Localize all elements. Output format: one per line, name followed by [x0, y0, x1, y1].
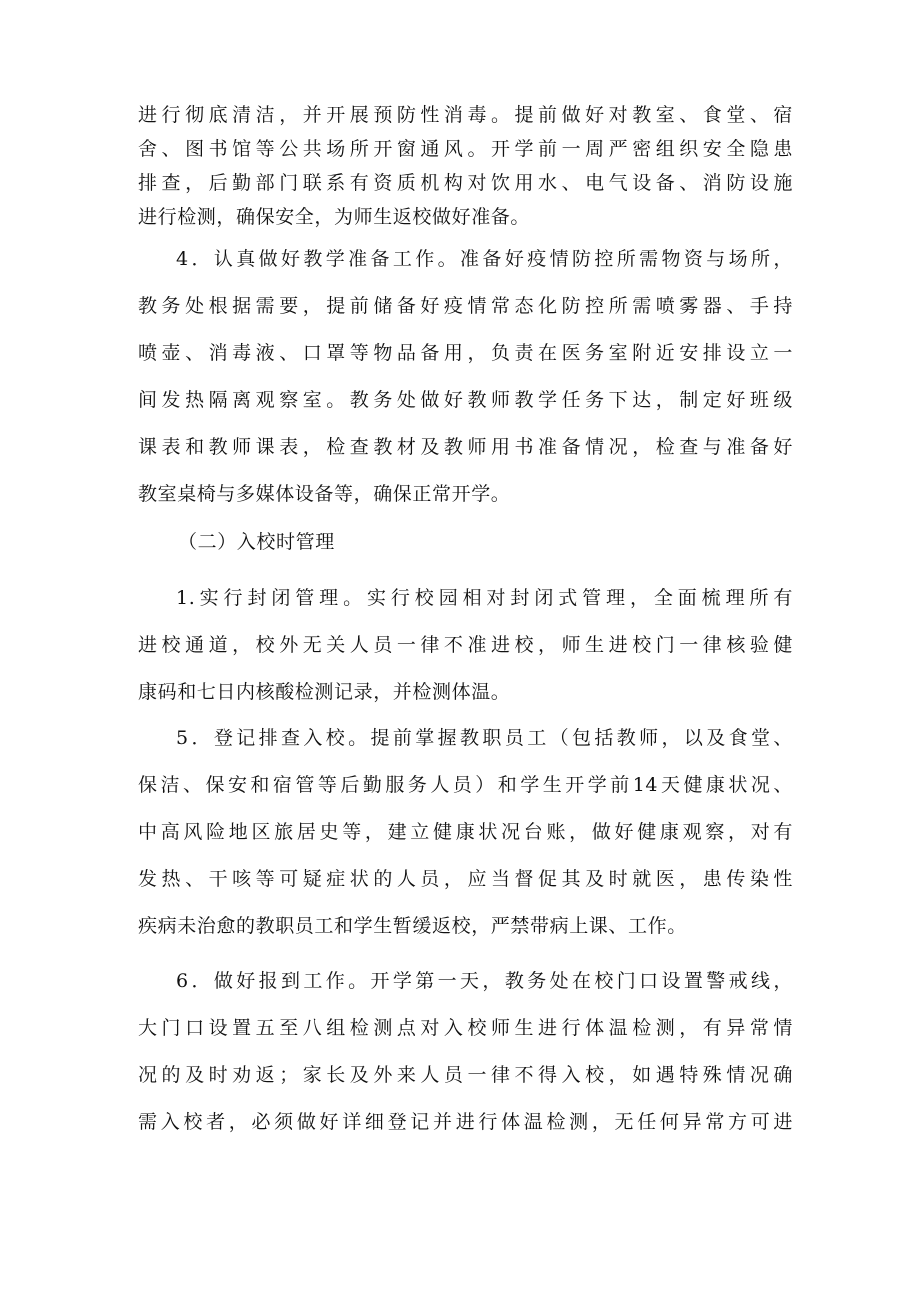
paragraph-continuation: [138, 98, 793, 234]
text-line: 1.实行封闭管理。实行校园相对封闭式管理，全面梳理所有: [176, 587, 793, 609]
text-line: 况的及时劝返；家长及外来人员一律不得入校，如遇特殊情况确: [138, 1064, 793, 1086]
text-line: 疾病未治愈的教职员工和学生暂缓返校，严禁带病上课、工作。: [138, 915, 687, 937]
text-line: 大门口设置五至八组检测点对入校师生进行体温检测，有异常情: [138, 1017, 793, 1039]
text-line: 教室桌椅与多媒体设备等，确保正常开学。: [138, 483, 511, 505]
paragraph-item-5: [138, 715, 793, 950]
text-line: 5．登记排查入校。提前掌握教职员工（包括教师，以及食堂、: [176, 727, 793, 749]
text-line: 需入校者，必须做好详细登记并进行体温检测，无任何异常方可进: [138, 1111, 793, 1133]
text-line: 进行彻底清洁，并开展预防性消毒。提前做好对教室、食堂、宿: [138, 104, 793, 126]
text-line: 4．认真做好教学准备工作。准备好疫情防控所需物资与场所，: [176, 248, 793, 270]
text-line: 进行检测，确保安全，为师生返校做好准备。: [138, 206, 531, 228]
text-line: 康码和七日内核酸检测记录，并检测体温。: [138, 681, 511, 703]
text-line: 6．做好报到工作。开学第一天，教务处在校门口设置警戒线，: [176, 970, 793, 992]
text-line: 喷壶、消毒液、口罩等物品备用，负责在医务室附近安排设立一: [138, 342, 793, 364]
paragraph-item-4: [138, 236, 793, 518]
text-line: 进校通道，校外无关人员一律不准进校，师生进校门一律核验健: [138, 634, 793, 656]
text-line: 中高风险地区旅居史等，建立健康状况台账，做好健康观察，对有: [138, 821, 793, 843]
text-line: 保洁、保安和宿管等后勤服务人员）和学生开学前14天健康状况、: [138, 774, 793, 796]
text-line: 教务处根据需要，提前储备好疫情常态化防控所需喷雾器、手持: [138, 295, 793, 317]
text-line: 课表和教师课表，检查教材及教师用书准备情况，检查与准备好: [138, 436, 793, 458]
text-line: 舍、图书馆等公共场所开窗通风。开学前一周严密组织安全隐患: [138, 138, 793, 160]
section-heading: （二）入校时管理: [178, 531, 335, 553]
paragraph-item-6: [138, 958, 793, 1146]
paragraph-item-1: [138, 575, 793, 716]
text-line: 排查，后勤部门联系有资质机构对饮用水、电气设备、消防设施: [138, 172, 793, 194]
text-line: 发热、干咳等可疑症状的人员，应当督促其及时就医，患传染性: [138, 868, 793, 890]
text-line: 间发热隔离观察室。教务处做好教师教学任务下达，制定好班级: [138, 389, 793, 411]
